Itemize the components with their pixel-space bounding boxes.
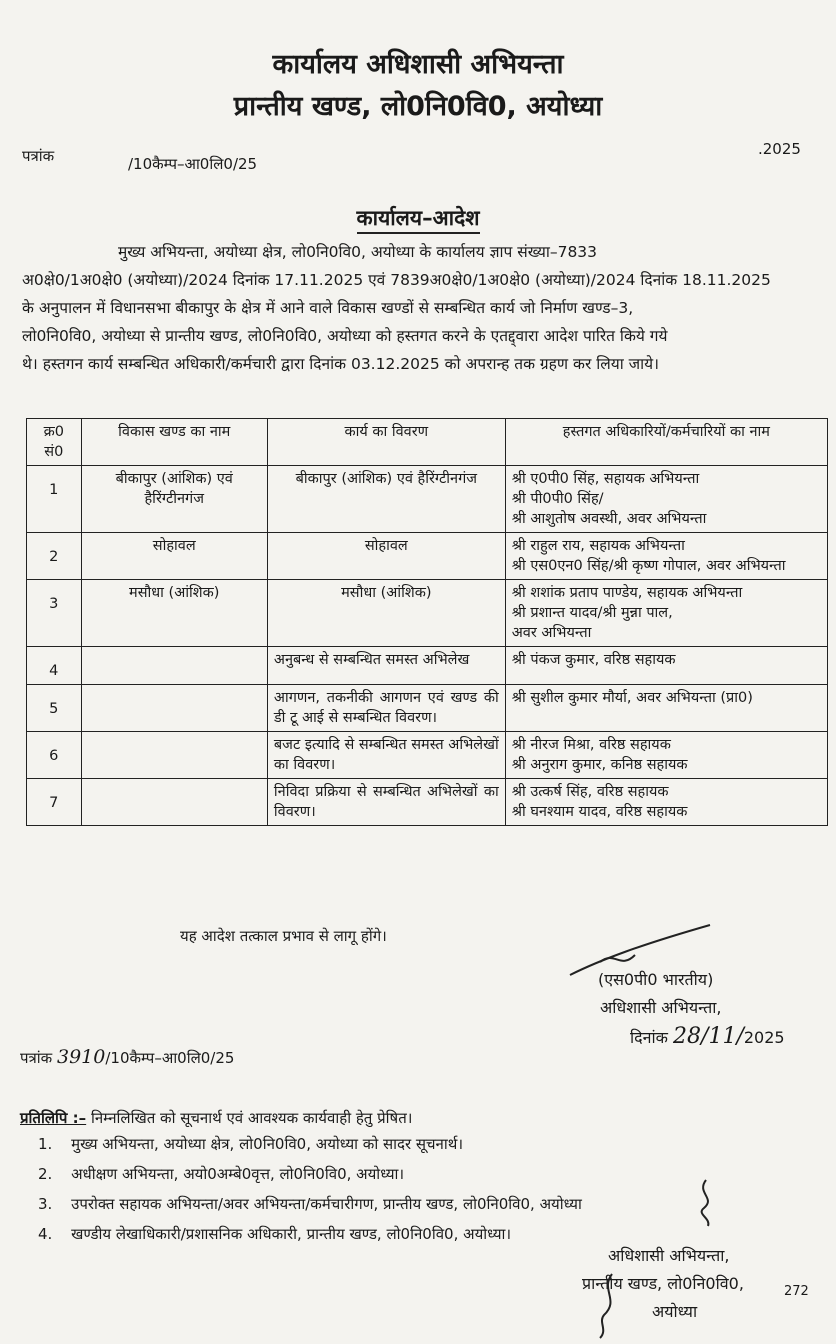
list-item-number: 4. bbox=[38, 1225, 53, 1243]
row-work: मसौधा (आंशिक) bbox=[267, 580, 505, 647]
division-title: प्रान्तीय खण्ड, लो0नि0वि0, अयोध्या bbox=[233, 91, 603, 122]
row-sno: 2 bbox=[27, 533, 82, 580]
row-officials bbox=[505, 647, 827, 685]
row-block bbox=[81, 779, 267, 826]
row-officials bbox=[505, 732, 827, 779]
order-title: कार्यालय–आदेश bbox=[357, 206, 480, 234]
intro-line: मुख्य अभियन्ता, अयोध्या क्षेत्र, लो0नि0वि0, अयोध्या के कार्यालय ज्ञाप संख्या–7833 bbox=[118, 243, 598, 261]
copy-to-line bbox=[20, 1108, 412, 1128]
intro-line: लो0नि0वि0, अयोध्या से प्रान्तीय खण्ड, लो0नि0वि0, अयोध्या को हस्तगत करने के एतद्द्वारा आदेश पारित किये गये bbox=[22, 327, 668, 345]
official-name: श्री शशांक प्रताप पाण्डेय, सहायक अभियन्ता bbox=[511, 585, 743, 601]
row-work: निविदा प्रक्रिया से सम्बन्धित अभिलेखों का विवरण। bbox=[267, 779, 505, 826]
official-name: श्री एस0एन0 सिंह/श्री कृष्ण गोपाल, अवर अभियन्ता bbox=[511, 558, 786, 574]
copy-to-text: निम्नलिखित को सूचनार्थ एवं आवश्यक कार्यवाही हेतु प्रेषित। bbox=[90, 1109, 413, 1127]
table-header-row bbox=[27, 419, 828, 466]
initial-mark-icon bbox=[686, 1178, 726, 1228]
table-row bbox=[27, 685, 828, 732]
ref-number-top: /10कैम्प–आ0लि0/25 bbox=[128, 155, 258, 173]
ref-number-bottom: /10कैम्प–आ0लि0/25 bbox=[105, 1049, 235, 1067]
row-work: सोहावल bbox=[267, 533, 505, 580]
list-item-text: मुख्य अभियन्ता, अयोध्या क्षेत्र, लो0नि0वि0, अयोध्या को सादर सूचनार्थ। bbox=[71, 1135, 464, 1153]
page-mark: 272 bbox=[784, 1284, 809, 1299]
list-item-number: 3. bbox=[38, 1195, 53, 1213]
date-label: दिनांक bbox=[630, 1028, 668, 1047]
footer-division: प्रान्तीय खण्ड, लो0नि0वि0, bbox=[582, 1274, 744, 1293]
row-block: मसौधा (आंशिक) bbox=[81, 580, 267, 647]
row-block bbox=[81, 647, 267, 685]
intro-line: थे। हस्तगन कार्य सम्बन्धित अधिकारी/कर्मचारी द्वारा दिनांक 03.12.2025 को अपरान्ह तक ग्रहण कर लिया जाये। bbox=[22, 355, 660, 373]
ref-label-top: पत्रांक bbox=[22, 147, 55, 165]
ref-number-handwritten: 3910 bbox=[57, 1046, 106, 1068]
row-sno: 7 bbox=[27, 779, 82, 826]
list-item-text: अधीक्षण अभियन्ता, अयो0अम्बे0वृत्त, लो0नि0वि0, अयोध्या। bbox=[71, 1165, 405, 1183]
list-item-number: 1. bbox=[38, 1135, 53, 1153]
list-item-text: खण्डीय लेखाधिकारी/प्रशासनिक अधिकारी, प्रान्तीय खण्ड, लो0नि0वि0, अयोध्या। bbox=[71, 1225, 512, 1243]
row-sno: 1 bbox=[27, 466, 82, 533]
intro-paragraph bbox=[22, 238, 808, 378]
row-block bbox=[81, 685, 267, 732]
list-item bbox=[38, 1134, 463, 1154]
row-officials bbox=[505, 779, 827, 826]
list-item-text: उपरोक्त सहायक अभियन्ता/अवर अभियन्ता/कर्मचारीगण, प्रान्तीय खण्ड, लो0नि0वि0, अयोध्या bbox=[71, 1195, 582, 1213]
footer-city: अयोध्या bbox=[652, 1302, 698, 1321]
footer-designation: अधिशासी अभियन्ता, bbox=[608, 1246, 730, 1265]
row-work: बजट इत्यादि से सम्बन्धित समस्त अभिलेखों का विवरण। bbox=[267, 732, 505, 779]
row-work: अनुबन्ध से सम्बन्धित समस्त अभिलेख bbox=[267, 647, 505, 685]
effect-note: यह आदेश तत्काल प्रभाव से लागू होंगे। bbox=[180, 927, 387, 945]
row-block bbox=[81, 732, 267, 779]
row-officials bbox=[505, 466, 827, 533]
official-name: श्री आशुतोष अवस्थी, अवर अभियन्ता bbox=[511, 511, 707, 527]
header-work: कार्य का विवरण bbox=[267, 419, 505, 466]
official-name: श्री ए0पी0 सिंह, सहायक अभियन्ता bbox=[511, 471, 700, 487]
row-officials bbox=[505, 533, 827, 580]
list-item bbox=[38, 1164, 404, 1184]
office-title: कार्यालय अधिशासी अभियन्ता bbox=[272, 49, 564, 80]
table-row bbox=[27, 533, 828, 580]
ref-label-bottom bbox=[20, 1046, 234, 1068]
header-officials: हस्तगत अधिकारियों/कर्मचारियों का नाम bbox=[505, 419, 827, 466]
list-item bbox=[38, 1194, 582, 1214]
row-sno: 6 bbox=[27, 732, 82, 779]
official-name: श्री पंकज कुमार, वरिष्ठ सहायक bbox=[511, 652, 676, 668]
header-sno: क्र0 सं0 bbox=[27, 419, 82, 466]
copy-to-label: प्रतिलिपि :– bbox=[20, 1109, 87, 1127]
intro-line: के अनुपालन में विधानसभा बीकापुर के क्षेत्र में आने वाले विकास खण्डों से सम्बन्धित कार्य जो निर्माण खण्ड–3, bbox=[22, 299, 634, 317]
row-work: आगणन, तकनीकी आगणन एवं खण्ड की डी टू आई से सम्बन्धित विवरण। bbox=[267, 685, 505, 732]
row-sno: 4 bbox=[27, 647, 82, 685]
header-block: विकास खण्ड का नाम bbox=[81, 419, 267, 466]
row-sno: 3 bbox=[27, 580, 82, 647]
assignment-table bbox=[26, 418, 828, 826]
table-row bbox=[27, 466, 828, 533]
official-name: श्री घनश्याम यादव, वरिष्ठ सहायक bbox=[511, 804, 688, 820]
date-handwritten: 28/11/ bbox=[673, 1024, 744, 1049]
row-sno: 5 bbox=[27, 685, 82, 732]
date-year: 2025 bbox=[743, 1028, 785, 1047]
signatory-designation: अधिशासी अभियन्ता, bbox=[600, 998, 722, 1017]
official-name: श्री सुशील कुमार मौर्या, अवर अभियन्ता (प्रा0) bbox=[511, 690, 753, 706]
table-row bbox=[27, 580, 828, 647]
official-name: अवर अभियन्ता bbox=[511, 625, 592, 641]
list-item bbox=[38, 1224, 511, 1244]
signatory-name: (एस0पी0 भारतीय) bbox=[598, 970, 714, 989]
intro-line: अ0क्षे0/1अ0क्षे0 (अयोध्या)/2024 दिनांक 17.11.2025 एवं 7839अ0क्षे0/1अ0क्षे0 (अयोध्या)/2024 दिनांक 18.11.2025 bbox=[22, 271, 771, 289]
official-name: श्री अनुराग कुमार, कनिष्ठ सहायक bbox=[511, 757, 688, 773]
official-name: श्री पी0पी0 सिंह/ bbox=[511, 491, 604, 507]
official-name: श्री प्रशान्त यादव/श्री मुन्ना पाल, bbox=[511, 605, 673, 621]
table-row bbox=[27, 647, 828, 685]
footer-signature-icon bbox=[590, 1270, 630, 1340]
row-officials bbox=[505, 580, 827, 647]
official-name: श्री उत्कर्ष सिंह, वरिष्ठ सहायक bbox=[511, 784, 669, 800]
official-name: श्री नीरज मिश्रा, वरिष्ठ सहायक bbox=[511, 737, 671, 753]
row-block: बीकापुर (आंशिक) एवं हैरिंग्टीनगंज bbox=[81, 466, 267, 533]
table-row bbox=[27, 732, 828, 779]
official-name: श्री राहुल राय, सहायक अभियन्ता bbox=[511, 538, 685, 554]
ref-label: पत्रांक bbox=[20, 1049, 53, 1067]
signatory-date bbox=[630, 1024, 785, 1049]
row-block: सोहावल bbox=[81, 533, 267, 580]
row-work: बीकापुर (आंशिक) एवं हैरिंग्टीनगंज bbox=[267, 466, 505, 533]
order-title-wrap bbox=[0, 204, 836, 232]
row-officials bbox=[505, 685, 827, 732]
ref-date-top: .2025 bbox=[758, 140, 801, 158]
table-row bbox=[27, 779, 828, 826]
list-item-number: 2. bbox=[38, 1165, 53, 1183]
